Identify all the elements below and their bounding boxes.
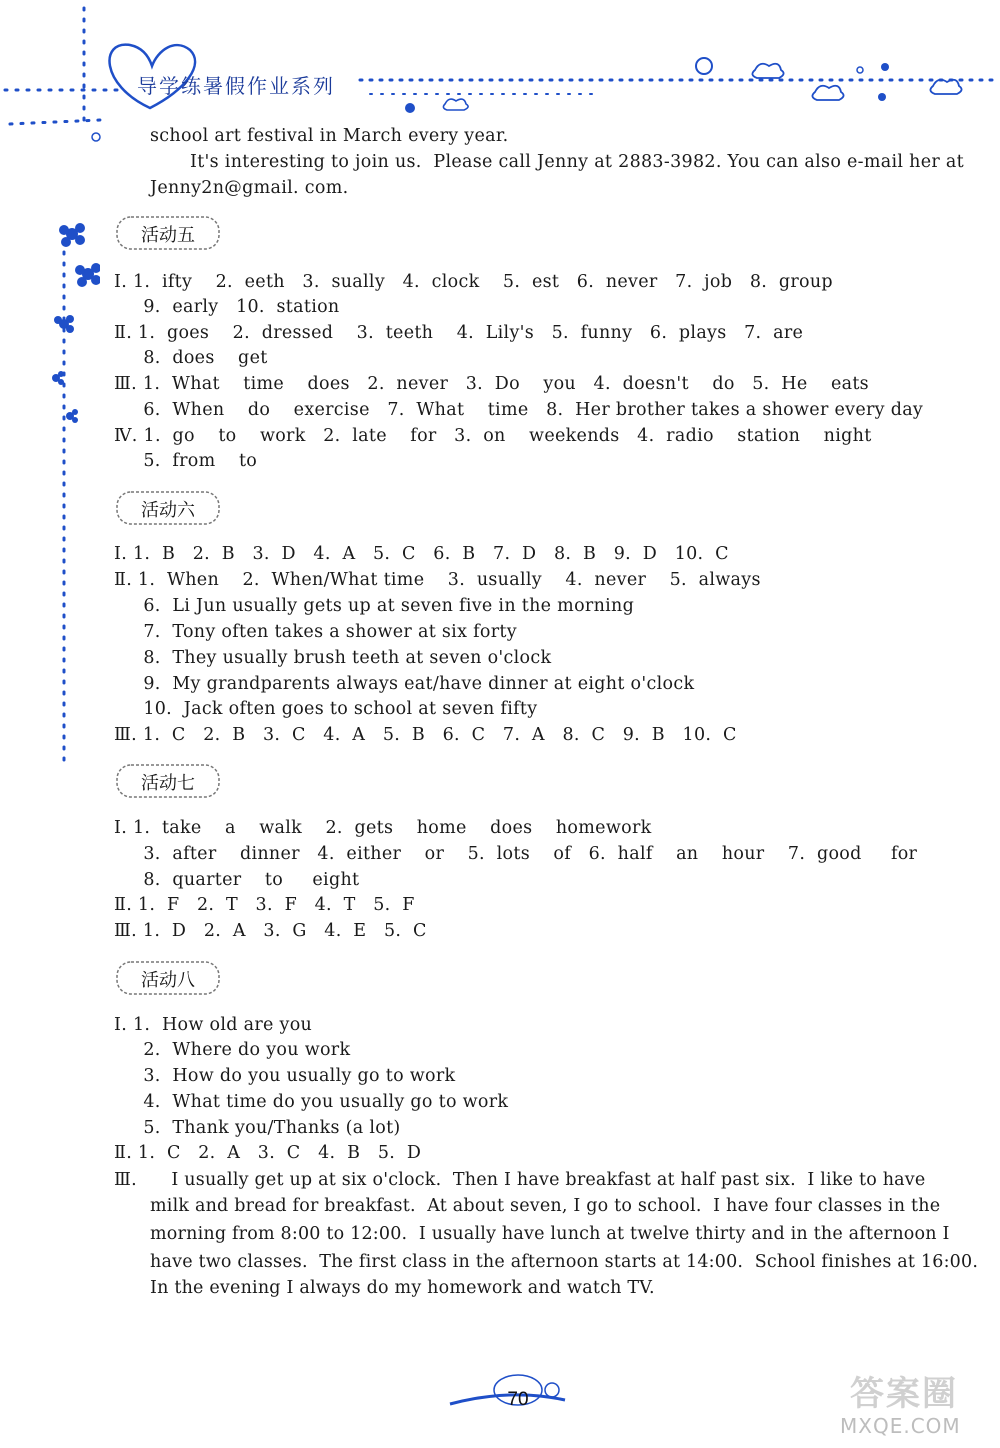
- section-title: 活动六: [141, 500, 195, 521]
- answer-line: 10. Jack often goes to school at seven fifty: [114, 699, 538, 719]
- section-badge-act8: [115, 960, 221, 996]
- answer-line: 9. early 10. station: [114, 297, 340, 317]
- essay-line: Ⅲ. I usually get up at six o'clock. Then I have breakfast at half past six. I like to have: [114, 1170, 926, 1190]
- left-border-decoration: [50, 0, 100, 780]
- section-title: 活动七: [141, 773, 195, 794]
- answer-line: 3. How do you usually go to work: [114, 1066, 456, 1086]
- answer-line: 3. after dinner 4. either or 5. lots of 6. half an hour 7. good for: [114, 844, 918, 864]
- answer-line: Ⅱ. 1. goes 2. dressed 3. teeth 4. Lily's 5. funny 6. plays 7. are: [114, 323, 804, 343]
- answer-line: Ⅰ. 1. B 2. B 3. D 4. A 5. C 6. B 7. D 8. B 9. D 10. C: [114, 544, 729, 564]
- answer-line: 4. What time do you usually go to work: [114, 1092, 509, 1112]
- answer-line: Ⅲ. 1. D 2. A 3. G 4. E 5. C: [114, 921, 427, 941]
- answer-line: Ⅰ. 1. take a walk 2. gets home does homework: [114, 818, 652, 838]
- answer-line: Ⅱ. 1. F 2. T 3. F 4. T 5. F: [114, 895, 415, 915]
- answer-line: Ⅲ. 1. What time does 2. never 3. Do you 4. doesn't do 5. He eats: [114, 374, 869, 394]
- answer-line: 9. My grandparents always eat/have dinner at eight o'clock: [114, 674, 695, 694]
- answer-line: 8. quarter to eight: [114, 870, 360, 890]
- answer-line: 6. Li Jun usually gets up at seven five in the morning: [114, 596, 635, 616]
- watermark-logo: 答案圈: [850, 1374, 958, 1414]
- essay-line: have two classes. The first class in the afternoon starts at 14:00. School finishes at 16:00.: [150, 1252, 979, 1272]
- answer-line: Ⅰ. 1. How old are you: [114, 1015, 313, 1035]
- section-title: 活动五: [141, 225, 195, 246]
- answer-line: Ⅳ. 1. go to work 2. late for 3. on weekends 4. radio station night: [114, 426, 872, 446]
- answer-line: Ⅱ. 1. C 2. A 3. C 4. B 5. D: [114, 1143, 422, 1163]
- answer-line: 7. Tony often takes a shower at six forty: [114, 622, 517, 642]
- section-badge-act5: [115, 215, 221, 251]
- page-number: 70: [507, 1389, 529, 1410]
- intro-line: It's interesting to join us. Please call Jenny at 2883-3982. You can also e-mail her at: [190, 152, 964, 172]
- watermark: [820, 1362, 990, 1442]
- intro-line: school art festival in March every year.: [150, 126, 509, 146]
- watermark-text: MXQE.COM: [840, 1414, 961, 1438]
- answer-line: 8. They usually brush teeth at seven o'clock: [114, 648, 552, 668]
- answer-line: Ⅰ. 1. ifty 2. eeth 3. sually 4. clock 5. est 6. never 7. job 8. group: [114, 272, 833, 292]
- section-badge-act6: [115, 490, 221, 526]
- answer-line: 5. from to: [114, 451, 258, 471]
- section-title: 活动八: [141, 970, 195, 991]
- answer-line: 2. Where do you work: [114, 1040, 351, 1060]
- answer-line: 5. Thank you/Thanks (a lot): [114, 1118, 401, 1138]
- essay-line: In the evening I always do my homework and watch TV.: [150, 1278, 655, 1298]
- intro-line: Jenny2n@gmail. com.: [150, 178, 349, 198]
- series-title: 导学练暑假作业系列: [137, 74, 335, 98]
- answer-line: 8. does get: [114, 348, 268, 368]
- answer-line: Ⅱ. 1. When 2. When/What time 3. usually 4. never 5. always: [114, 570, 761, 590]
- essay-line: morning from 8:00 to 12:00. I usually have lunch at twelve thirty and in the afternoon I: [150, 1224, 950, 1244]
- answer-line: Ⅲ. 1. C 2. B 3. C 4. A 5. B 6. C 7. A 8. C 9. B 10. C: [114, 725, 737, 745]
- section-badge-act7: [115, 763, 221, 799]
- essay-line: milk and bread for breakfast. At about seven, I go to school. I have four classes in the: [150, 1196, 941, 1216]
- answer-line: 6. When do exercise 7. What time 8. Her brother takes a shower every day: [114, 400, 924, 420]
